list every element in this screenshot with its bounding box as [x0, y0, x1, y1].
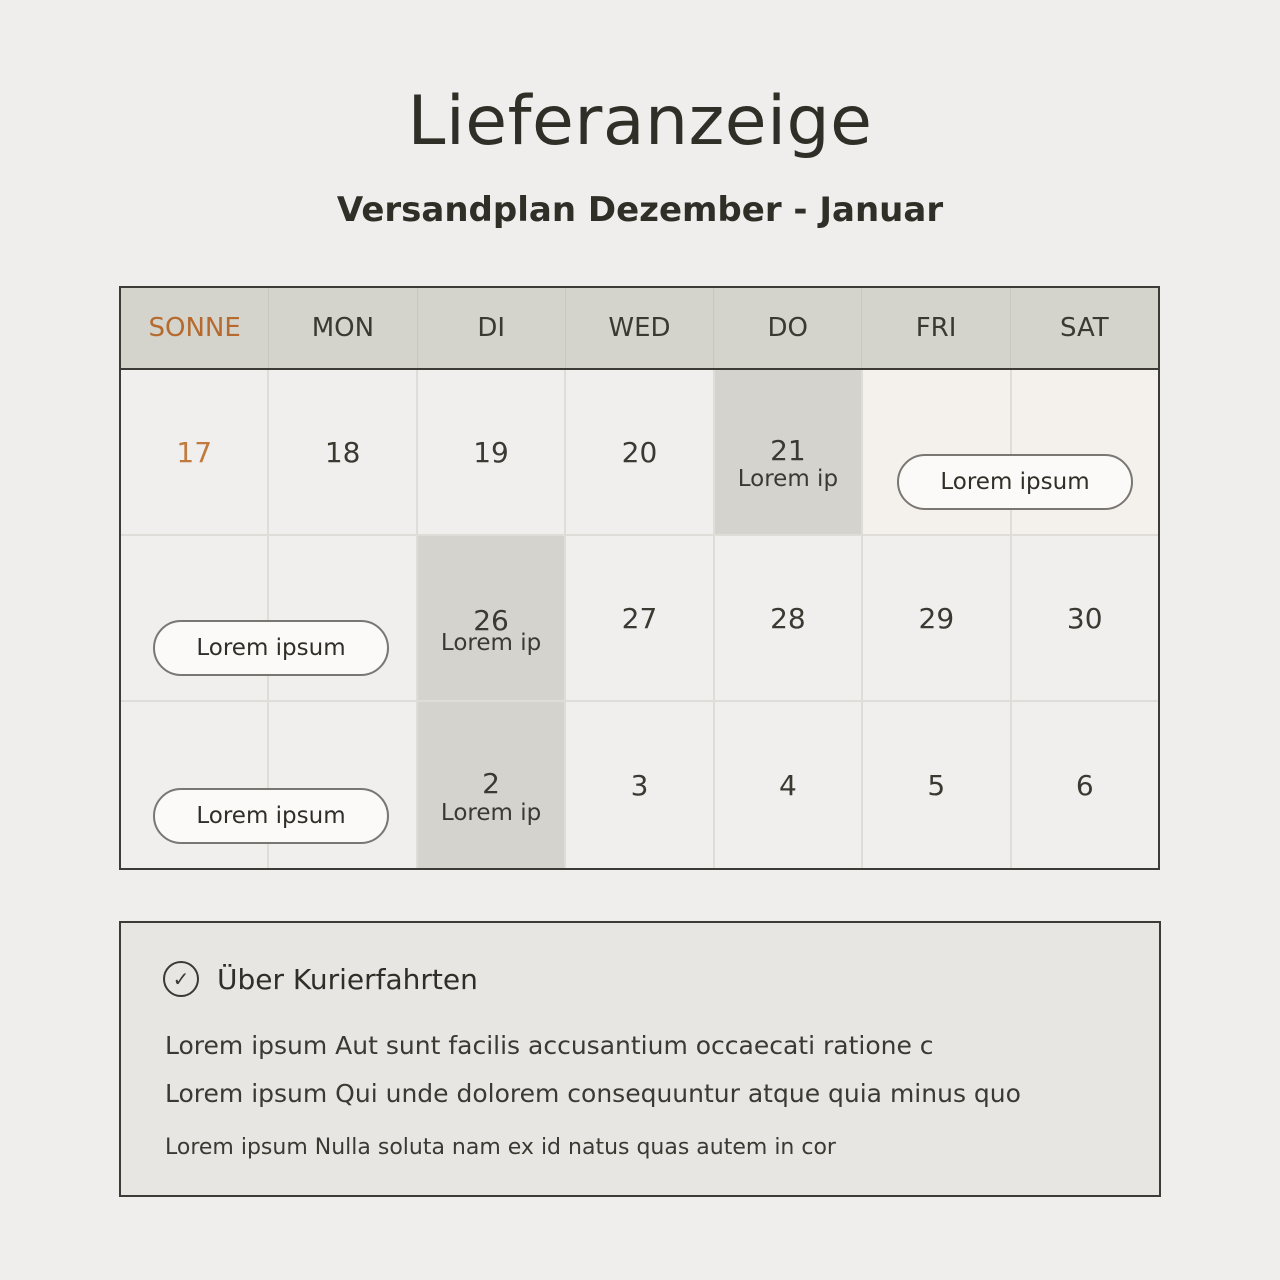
day-number: 21 [770, 433, 806, 467]
weekday-thursday: DO [714, 288, 862, 368]
event-pill[interactable]: Lorem ipsum [897, 454, 1133, 510]
weekday-tuesday: DI [418, 288, 566, 368]
day-number: 18 [324, 435, 361, 469]
day-event-label: Lorem ip [737, 466, 839, 492]
day-number: 2 [482, 766, 500, 800]
day-event-label: Lorem ip [440, 800, 542, 826]
weekday-friday: FRI [862, 288, 1010, 368]
calendar-header [121, 288, 1158, 370]
day-event-label: Lorem ip [440, 630, 542, 656]
day-number: 5 [927, 768, 946, 802]
info-text: Lorem ipsum Qui unde dolorem consequuntur atque quia minus quo [165, 1079, 1021, 1108]
info-text: Lorem ipsum Aut sunt facilis accusantium occaecati ratione c [165, 1031, 934, 1060]
day-number: 17 [176, 435, 213, 469]
day-cell[interactable] [1012, 536, 1158, 700]
day-cell-highlighted[interactable] [418, 702, 566, 868]
day-number: 6 [1075, 768, 1094, 802]
day-cell[interactable] [1012, 702, 1158, 868]
day-number: 4 [778, 768, 797, 802]
day-cell[interactable] [566, 370, 714, 534]
weekday-monday: MON [269, 288, 417, 368]
day-number: 19 [473, 435, 509, 469]
weekday-saturday: SAT [1060, 313, 1109, 343]
day-cell[interactable] [121, 370, 269, 534]
weekday-sunday: SONNE [121, 288, 269, 368]
day-number: 30 [1066, 601, 1103, 635]
calendar [119, 286, 1160, 870]
day-cell[interactable] [715, 536, 863, 700]
info-title: Über Kurierfahrten [217, 962, 478, 996]
page-title: Lieferanzeige [407, 82, 873, 161]
day-cell[interactable] [269, 370, 417, 534]
page-subtitle: Versandplan Dezember - Januar [336, 190, 944, 230]
info-text: Lorem ipsum Nulla soluta nam ex id natus quas autem in cor [165, 1135, 836, 1160]
day-cell[interactable] [863, 702, 1011, 868]
info-header [163, 961, 478, 997]
event-pill[interactable]: Lorem ipsum [153, 788, 389, 844]
weekday-wednesday: WED [566, 288, 714, 368]
day-cell-highlighted[interactable] [418, 536, 566, 700]
calendar-week-2 [121, 536, 1158, 702]
event-pill[interactable]: Lorem ipsum [153, 620, 389, 676]
day-number: 28 [770, 601, 806, 635]
day-number: 20 [621, 435, 658, 469]
info-panel [119, 921, 1161, 1197]
day-cell-highlighted[interactable] [715, 370, 863, 534]
day-cell[interactable] [863, 536, 1011, 700]
check-circle-icon: ✓ [163, 961, 199, 997]
day-cell[interactable] [566, 536, 714, 700]
day-number: 29 [918, 601, 955, 635]
day-number: 26 [473, 603, 509, 637]
calendar-week-1 [121, 370, 1158, 536]
day-number: 27 [621, 601, 658, 635]
day-cell[interactable] [715, 702, 863, 868]
day-cell[interactable] [418, 370, 566, 534]
day-number: 3 [630, 768, 649, 802]
day-cell[interactable] [566, 702, 714, 868]
